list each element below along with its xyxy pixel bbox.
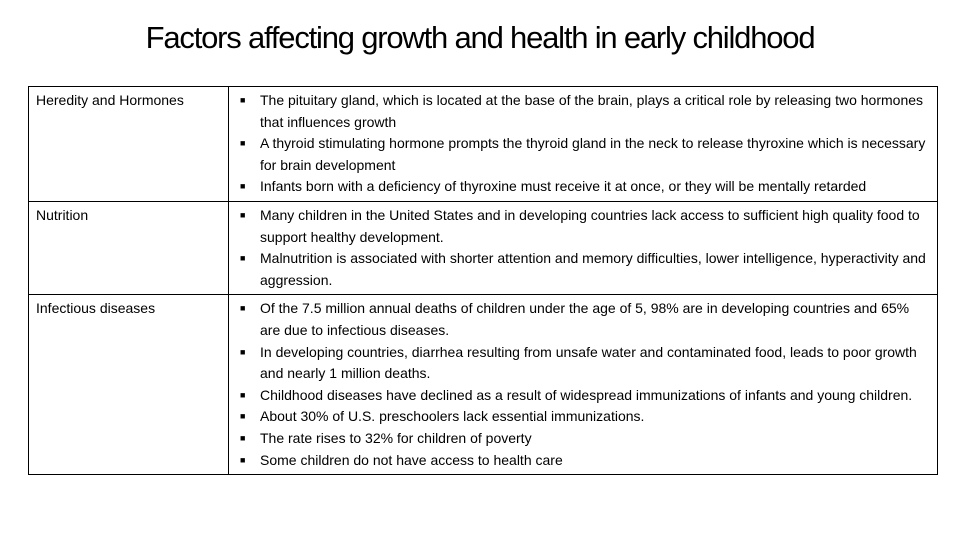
list-item: ■ In developing countries, diarrhea resulting from unsafe water and contaminated food, leads to poor growth and nearly 1 million deaths.: [240, 343, 917, 382]
square-bullet-icon: ■: [240, 303, 246, 314]
list-item: ■ The pituitary gland, which is located at the base of the brain, plays a critical role by releasing two hormones that influences growth: [240, 92, 924, 130]
square-bullet-icon: ■: [240, 432, 246, 443]
list-item: ■ Some children do not have access to health care: [236, 450, 931, 472]
table-row: [29, 201, 938, 294]
table-row: [29, 295, 938, 475]
points-cell: [229, 201, 938, 294]
list-item: ■ The rate rises to 32% for children of poverty: [236, 428, 931, 450]
square-bullet-icon: ■: [240, 209, 246, 220]
table-row: [29, 87, 938, 202]
category-cell: Infectious diseases: [29, 295, 229, 475]
square-bullet-icon: ■: [240, 411, 246, 422]
list-item: ■ About 30% of U.S. preschoolers lack essential immunizations.: [236, 406, 931, 428]
slide-title: Factors affecting growth and health in early childhood: [145, 20, 815, 55]
bullet-list: [236, 205, 931, 291]
square-bullet-icon: ■: [240, 138, 246, 149]
factors-table: [28, 86, 938, 475]
bullet-list: [236, 298, 931, 471]
list-item: ■ Of the 7.5 million annual deaths of children under the age of 5, 98% are in developing countries and 65% are due to infectious diseases.: [240, 300, 910, 338]
list-item: ■ A thyroid stimulating hormone prompts the thyroid gland in the neck to release thyroxine which is necessary for brain development: [240, 135, 926, 173]
list-item: ■ Childhood diseases have declined as a result of widespread immunizations of infants and young children.: [236, 385, 931, 407]
square-bullet-icon: ■: [240, 346, 246, 357]
category-cell: Heredity and Hormones: [29, 87, 229, 202]
category-cell: Nutrition: [29, 201, 229, 294]
list-item: ■ Many children in the United States and in developing countries lack access to sufficient high quality food to support healthy development.: [240, 206, 920, 245]
square-bullet-icon: ■: [240, 389, 246, 400]
list-item: ■ Infants born with a deficiency of thyroxine must receive it at once, or they will be mentally retarded: [236, 176, 931, 198]
points-cell: [229, 295, 938, 475]
square-bullet-icon: ■: [240, 95, 246, 105]
list-item: ■ Malnutrition is associated with shorter attention and memory difficulties, lower intelligence, hyperactivity and aggression.: [240, 250, 926, 288]
square-bullet-icon: ■: [240, 253, 246, 264]
bullet-list: [236, 90, 931, 198]
points-cell: [229, 87, 938, 202]
square-bullet-icon: ■: [240, 181, 246, 192]
square-bullet-icon: ■: [240, 454, 246, 465]
